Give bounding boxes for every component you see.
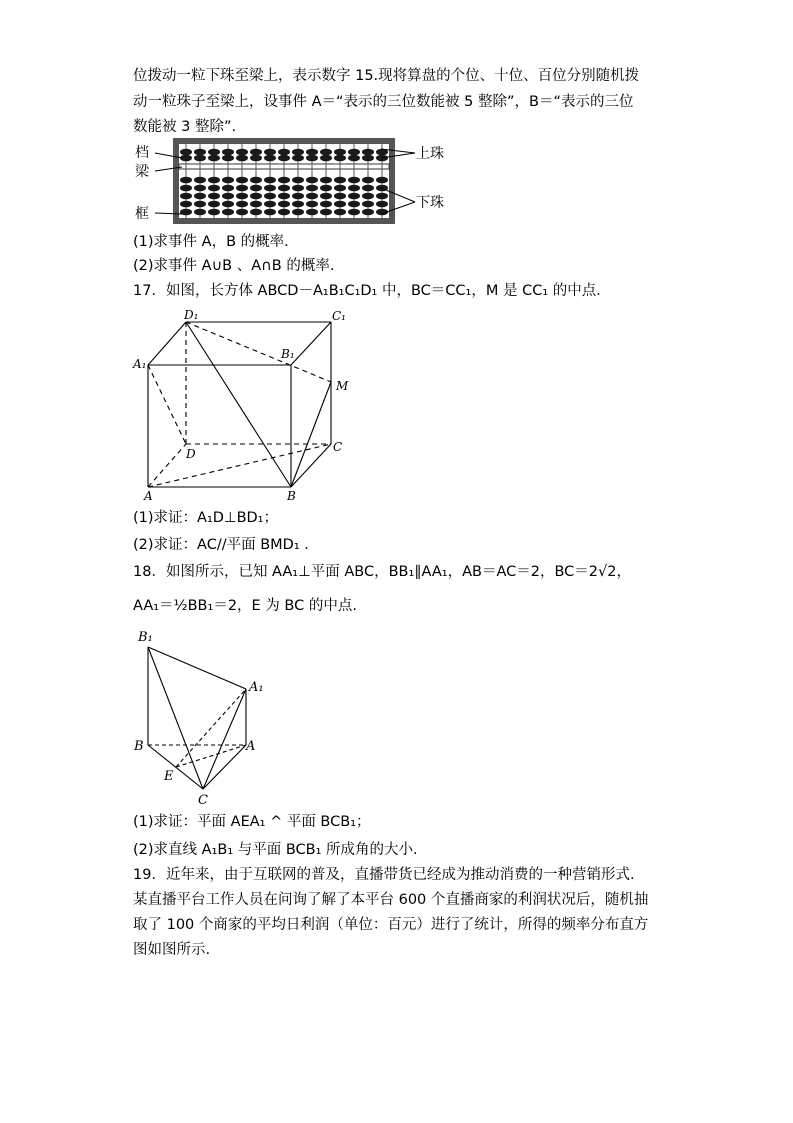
lower-bead bbox=[194, 209, 206, 216]
lower-bead bbox=[236, 193, 248, 200]
lower-bead bbox=[264, 177, 276, 184]
upper-bead bbox=[194, 155, 206, 162]
lower-bead bbox=[222, 193, 234, 200]
lower-bead bbox=[208, 209, 220, 216]
upper-bead bbox=[306, 155, 318, 162]
lower-bead bbox=[278, 193, 290, 200]
lower-bead bbox=[278, 185, 290, 192]
lower-bead bbox=[278, 201, 290, 208]
lower-bead bbox=[208, 193, 220, 200]
lower-bead bbox=[334, 193, 346, 200]
lower-bead bbox=[334, 185, 346, 192]
q19-text-line-1: 19．近年来，由于互联网的普及，直播带货已经成为推动消费的一种营销形式. bbox=[133, 867, 635, 883]
lower-bead bbox=[236, 177, 248, 184]
label-D: D bbox=[186, 447, 196, 461]
lower-bead bbox=[292, 201, 304, 208]
upper-bead bbox=[334, 155, 346, 162]
lower-bead bbox=[376, 193, 388, 200]
q16-text-line-2: 动一粒珠子至梁上，设事件 A＝“表示的三位数能被 5 整除”，B＝“表示的三位 bbox=[133, 94, 634, 110]
lower-bead bbox=[236, 185, 248, 192]
lower-bead bbox=[362, 185, 374, 192]
lower-bead bbox=[306, 177, 318, 184]
lower-bead bbox=[320, 185, 332, 192]
q16-text-line-1: 位拨动一粒下珠至梁上，表示数字 15.现将算盘的个位、十位、百位分别随机拨 bbox=[133, 68, 640, 84]
label-A: A bbox=[144, 489, 153, 502]
lower-bead bbox=[194, 193, 206, 200]
lower-bead bbox=[334, 177, 346, 184]
upper-bead bbox=[250, 155, 262, 162]
upper-bead bbox=[180, 149, 192, 156]
lower-bead bbox=[180, 177, 192, 184]
lower-bead bbox=[306, 201, 318, 208]
lower-bead bbox=[208, 201, 220, 208]
upper-bead bbox=[348, 149, 360, 156]
lower-bead bbox=[306, 185, 318, 192]
lower-bead bbox=[348, 193, 360, 200]
upper-bead bbox=[278, 155, 290, 162]
lower-bead bbox=[222, 201, 234, 208]
upper-bead bbox=[362, 149, 374, 156]
label-E: E bbox=[164, 769, 174, 784]
upper-bead bbox=[320, 149, 332, 156]
lower-bead bbox=[180, 185, 192, 192]
label-xiazhu: 下珠 bbox=[416, 195, 444, 211]
label-B1: B₁ bbox=[281, 347, 295, 361]
upper-bead bbox=[236, 155, 248, 162]
lower-bead bbox=[236, 209, 248, 216]
lower-bead bbox=[278, 209, 290, 216]
lower-bead bbox=[320, 193, 332, 200]
lower-bead bbox=[222, 177, 234, 184]
lower-bead bbox=[222, 209, 234, 216]
label-dang: 档 bbox=[135, 145, 149, 161]
lower-bead bbox=[250, 201, 262, 208]
upper-bead bbox=[334, 149, 346, 156]
lower-bead bbox=[250, 209, 262, 216]
lower-bead bbox=[208, 185, 220, 192]
lower-bead bbox=[264, 185, 276, 192]
lower-bead bbox=[194, 185, 206, 192]
upper-bead bbox=[348, 155, 360, 162]
lower-bead bbox=[236, 201, 248, 208]
cuboid-figure bbox=[128, 302, 358, 502]
lower-bead bbox=[194, 177, 206, 184]
label-A: A bbox=[246, 739, 256, 754]
q19-text-line-4: 图如图所示. bbox=[133, 942, 211, 958]
lower-bead bbox=[250, 193, 262, 200]
upper-bead bbox=[264, 155, 276, 162]
lower-bead bbox=[292, 177, 304, 184]
upper-bead bbox=[222, 149, 234, 156]
q16-part-1: (1)求事件 A，B 的概率. bbox=[133, 234, 289, 250]
lower-bead bbox=[306, 209, 318, 216]
upper-bead bbox=[194, 149, 206, 156]
q18-part-1: (1)求证：平面 AEA₁ ^ 平面 BCB₁； bbox=[133, 814, 371, 830]
upper-bead bbox=[208, 149, 220, 156]
lower-bead bbox=[180, 193, 192, 200]
lower-bead bbox=[362, 177, 374, 184]
upper-bead bbox=[250, 149, 262, 156]
lower-bead bbox=[348, 209, 360, 216]
lower-bead bbox=[292, 185, 304, 192]
lower-bead bbox=[362, 209, 374, 216]
lower-bead bbox=[292, 209, 304, 216]
lower-bead bbox=[306, 193, 318, 200]
label-D1: D₁ bbox=[184, 308, 199, 322]
label-B: B bbox=[134, 739, 144, 754]
q18-stem-line-2: AA₁＝½BB₁＝2，E 为 BC 的中点. bbox=[133, 598, 357, 614]
label-kuang: 框 bbox=[135, 206, 149, 222]
lower-bead bbox=[208, 177, 220, 184]
q16-text-line-3: 数能被 3 整除”. bbox=[133, 119, 237, 135]
upper-bead bbox=[222, 155, 234, 162]
lower-bead bbox=[334, 209, 346, 216]
label-B1: B₁ bbox=[138, 630, 153, 645]
lower-bead bbox=[348, 177, 360, 184]
lower-bead bbox=[362, 193, 374, 200]
prism-figure bbox=[128, 627, 278, 807]
upper-bead bbox=[362, 155, 374, 162]
label-A1: A₁ bbox=[249, 680, 264, 695]
lower-bead bbox=[222, 185, 234, 192]
label-M: M bbox=[336, 379, 349, 393]
upper-bead bbox=[306, 149, 318, 156]
label-C1: C₁ bbox=[332, 309, 346, 323]
label-A1: A₁ bbox=[133, 357, 147, 371]
lower-bead bbox=[376, 201, 388, 208]
lower-bead bbox=[250, 177, 262, 184]
upper-bead bbox=[278, 149, 290, 156]
upper-bead bbox=[208, 155, 220, 162]
upper-bead bbox=[236, 149, 248, 156]
lower-bead bbox=[362, 201, 374, 208]
lower-bead bbox=[250, 185, 262, 192]
q19-text-line-3: 取了 100 个商家的平均日利润（单位：百元）进行了统计，所得的频率分布直方 bbox=[133, 917, 649, 933]
q18-part-2: (2)求直线 A₁B₁ 与平面 BCB₁ 所成角的大小. bbox=[133, 842, 418, 858]
lower-bead bbox=[264, 201, 276, 208]
upper-bead bbox=[292, 149, 304, 156]
lower-bead bbox=[320, 177, 332, 184]
lower-bead bbox=[376, 177, 388, 184]
label-C: C bbox=[198, 793, 208, 807]
q18-stem-line-1: 18．如图所示，已知 AA₁⊥平面 ABC，BB₁∥AA₁，AB＝AC＝2，BC＝2√2， bbox=[133, 564, 631, 580]
label-liang: 梁 bbox=[135, 164, 149, 180]
upper-bead bbox=[292, 155, 304, 162]
lower-bead bbox=[264, 193, 276, 200]
lower-bead bbox=[320, 209, 332, 216]
upper-bead bbox=[264, 149, 276, 156]
lower-bead bbox=[334, 201, 346, 208]
abacus-rods bbox=[180, 144, 388, 218]
lower-bead bbox=[264, 209, 276, 216]
q17-part-2: (2)求证：AC//平面 BMD₁ ． bbox=[133, 537, 319, 553]
label-shangzhu: 上珠 bbox=[416, 146, 444, 162]
label-C: C bbox=[333, 440, 343, 454]
lower-bead bbox=[320, 201, 332, 208]
abacus-figure bbox=[125, 136, 455, 226]
lower-bead bbox=[348, 185, 360, 192]
q17-stem: 17．如图，长方体 ABCD－A₁B₁C₁D₁ 中，BC＝CC₁，M 是 CC₁ 的中点． bbox=[133, 283, 611, 299]
q17-part-1: (1)求证：A₁D⊥BD₁； bbox=[133, 510, 278, 526]
q19-text-line-2: 某直播平台工作人员在问询了解了本平台 600 个直播商家的利润状况后，随机抽 bbox=[133, 892, 649, 908]
upper-bead bbox=[320, 155, 332, 162]
lower-bead bbox=[180, 201, 192, 208]
lower-bead bbox=[194, 201, 206, 208]
lower-bead bbox=[292, 193, 304, 200]
q16-part-2: (2)求事件 A∪B 、A∩B 的概率. bbox=[133, 258, 335, 274]
lower-bead bbox=[278, 177, 290, 184]
lower-bead bbox=[348, 201, 360, 208]
label-B: B bbox=[287, 489, 296, 502]
